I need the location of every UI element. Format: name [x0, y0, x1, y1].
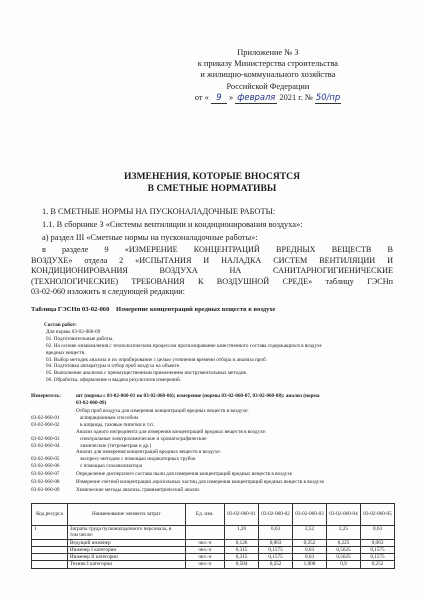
paragraph-line-2: ВОЗДУХЕ» отдела 2 «ИСПЫТАНИЯ И НАЛАДКА СИСТЕМ ВЕНТИЛЯЦИИ И [31, 255, 393, 265]
norm-row [31, 456, 401, 463]
section-paragraph [31, 245, 393, 298]
norm-text: экспресс-методом с помощью индикаторных трубок [80, 456, 196, 463]
norm-code: 03-02-060-05 [31, 456, 60, 463]
cell-name: Техник I категории [67, 561, 185, 568]
cell-value: 0,063 [360, 539, 394, 546]
norm-code: 03-02-060-02 [31, 421, 60, 428]
cell-value: 2,25 [327, 526, 361, 540]
norm-code: 03-02-060-01 [31, 414, 60, 421]
ministry-line: и жилищно-коммунального хозяйства [200, 70, 336, 80]
cell-value: 0,1575 [360, 546, 394, 553]
cell-value: 1,008 [293, 561, 327, 568]
cell-value: 0,63 [293, 546, 327, 553]
composition-line: 06. Обработка, оформление и выдача результатов измерений. [46, 377, 182, 384]
cell-unit: чел.-ч [185, 539, 225, 546]
cell-value: 0,9 [327, 561, 361, 568]
cell-code: 1 [32, 526, 68, 540]
norm-text: Определение дисперсного состава пыли для измерения концентраций вредных веществ в воздухе [76, 471, 293, 478]
date-mid: » [229, 92, 234, 102]
paragraph-line-3: КОНДИЦИОНИРОВАНИЯ ВОЗДУХА НА САНИТАРНОГИГИЕНИЧЕСКИЕ [31, 266, 393, 276]
paragraph-line-5: 03-02-060 изложить в следующей редакции: [31, 287, 185, 297]
norm-text: Измерение счетной концентрации аэрозольных частиц для измерения концентраций вредных веществ в воздухе [76, 479, 325, 486]
appendix-header [195, 47, 341, 104]
order-number: 50/пр [315, 92, 341, 104]
meter-text-line-2: 03-02-060-09) [76, 399, 107, 406]
composition-block [44, 322, 322, 384]
composition-line: 02. На основе ознакомления с технологическим процессом прогнозирование качественного состава содержащихся в воздухе [46, 342, 322, 349]
header-col: 03-02-060-04 [327, 504, 361, 526]
header-col: 03-02-060-05 [360, 504, 394, 526]
norm-row [31, 436, 401, 443]
cell-unit [185, 526, 225, 540]
norm-text: с помощью газоанализатора [80, 463, 143, 470]
norm-row [31, 422, 401, 429]
norm-row [31, 479, 401, 486]
composition-line: 03. Выбор методик анализа и их опробирование с целью уточнения времени отбора и анализа проб. [46, 356, 267, 363]
cell-value: 0,504 [225, 561, 259, 568]
cell-value: 0,126 [225, 539, 259, 546]
country-line: Российской Федерации [226, 81, 310, 91]
cell-value: 0,252 [293, 539, 327, 546]
cell-value: 1,26 [225, 526, 259, 540]
table-row [32, 539, 395, 546]
table-row [32, 546, 395, 553]
norm-code: 03-02-060-06 [31, 463, 60, 470]
cell-name: Инженер I категории [67, 546, 185, 553]
table-row [32, 561, 395, 568]
cell-value: 0,63 [259, 526, 293, 540]
cell-name: Инженер II категории [67, 554, 185, 561]
paragraph-line-4: (ТЕХНОЛОГИЧЕСКИЕ) ТРЕБОВАНИЯ К ВОЗДУШНОЙ СРЕДЕ» таблицу ГЭСНп [31, 276, 393, 286]
norm-row [31, 487, 401, 494]
cell-value: 0,1575 [259, 554, 293, 561]
norm-text: аспирационным способом [80, 414, 138, 421]
cell-value: 0,252 [360, 561, 394, 568]
composition-heading: Состав работ: [44, 322, 77, 328]
resource-table [31, 503, 395, 569]
header-col: 03-02-060-01 [225, 504, 259, 526]
cell-code [32, 539, 68, 546]
cell-unit: чел.-ч [185, 561, 225, 568]
paragraph-line-1: в разделе 9 «ИЗМЕРЕНИЕ КОНЦЕНТРАЦИЙ ВРЕДНЫХ ВЕЩЕСТВ В [42, 245, 393, 254]
cell-value: 2,52 [293, 526, 327, 540]
table-title: Таблица ГЭСНп 03-02-060 Измерение концентраций вредных веществ в воздухе [31, 306, 276, 313]
norm-text: в шприцы, газовые пипетки и т.п. [80, 421, 155, 428]
date-day: 9 [211, 92, 227, 104]
norm-code: 03-02-060-07 [31, 471, 60, 478]
header-col: 03-02-060-03 [293, 504, 327, 526]
norm-code: 03-02-060-04 [31, 442, 60, 449]
composition-line: 01. Подготовительные работы. [46, 335, 114, 342]
cell-value: 0,315 [225, 554, 259, 561]
cell-code [32, 554, 68, 561]
cell-name-line-2: том числе: [69, 532, 94, 539]
cell-value: 0,5625 [327, 546, 361, 553]
section-1-1-heading: 1.1. В сборнике 3 «Системы вентиляции и кондиционирования воздуха»: [42, 220, 303, 229]
cell-code [32, 546, 68, 553]
composition-line: 05. Выполнение анализов с преимущественным применением инструментальных методов. [46, 370, 248, 377]
cell-code [32, 561, 68, 568]
header-unit: Ед. изм. [185, 504, 225, 526]
order-line: к приказу Министерства строительства [197, 59, 339, 69]
norm-text: Химические методы анализа, гравиметрический анализ [76, 486, 200, 493]
meter-text-line-1: шт (нормы с 03-02-060-01 по 03-02-060-06); измерение (нормы 03-02-060-07, 03-02-060-08); анализ (норма [76, 393, 320, 399]
order-date-line [195, 92, 341, 104]
cell-name: Ведущий инженер [67, 539, 185, 546]
norm-code: 03-02-060-09 [31, 486, 60, 493]
composition-line: вредных веществ. [46, 349, 86, 356]
norm-row [31, 415, 401, 422]
composition-line: Для нормы 03-02-060-09 [46, 328, 101, 335]
cell-value: 0,1575 [259, 546, 293, 553]
cell-value: 0,5625 [327, 554, 361, 561]
section-1-heading: 1. В СМЕТНЫЕ НОРМЫ НА ПУСКОНАЛАДОЧНЫЕ РАБОТЫ: [42, 207, 276, 216]
title-line-1: ИЗМЕНЕНИЯ, КОТОРЫЕ ВНОСЯТСЯ [123, 171, 301, 182]
header-col: 03-02-060-02 [259, 504, 293, 526]
date-prefix: от « [194, 92, 209, 102]
cell-value: 0,063 [259, 539, 293, 546]
norms-list [31, 408, 401, 494]
section-a-heading: а) раздел III «Сметные нормы на пусконаладочные работы»: [42, 233, 258, 242]
appendix-number: Приложение № 3 [237, 48, 299, 57]
table-header-row [32, 504, 395, 526]
table-row [32, 526, 395, 540]
meter-label: Измеритель: [31, 393, 61, 399]
title-line-2: В СМЕТНЫЕ НОРМАТИВЫ [147, 183, 277, 194]
norm-code: 03-02-060-03 [31, 435, 60, 442]
cell-name-line-1: Затраты труда пусконаладочного персонала, в [69, 526, 172, 532]
norm-text: химические (титрометрия и др.) [80, 442, 152, 449]
composition-line: 04. Подготовка аппаратуры и отбор проб воздуха на объекте. [46, 363, 181, 370]
date-year: 2021 г. № [279, 92, 313, 102]
cell-value: 0,252 [259, 561, 293, 568]
cell-unit: чел.-ч [185, 546, 225, 553]
norm-row [31, 471, 401, 478]
cell-name [67, 526, 185, 540]
header-code: Код ресурса [32, 504, 68, 526]
cell-value: 0,63 [293, 554, 327, 561]
header-name: Наименование элемента затрат [67, 504, 185, 526]
norm-group-heading: Отбор проб воздуха для измерения концентраций вредных веществ в воздухе: [76, 408, 249, 414]
norm-group-heading: Анализ одного ингредиента для измерения концентраций вредных веществ в воздухе: [76, 428, 267, 435]
cell-unit: чел.-ч [185, 554, 225, 561]
norm-text: спектральные электрохимические и хроматографические [80, 435, 207, 442]
norm-code: 03-02-060-08 [31, 479, 60, 486]
cell-value: 0,1575 [360, 554, 394, 561]
document-title [0, 171, 424, 195]
table-row [32, 554, 395, 561]
meter-text [76, 393, 320, 407]
norm-row [31, 463, 401, 470]
cell-value: 0,225 [327, 539, 361, 546]
cell-value: 0,63 [360, 526, 394, 540]
date-month: февраля [235, 92, 277, 104]
norm-group-heading: Анализ для измерения концентраций вредных веществ в воздухе: [76, 449, 221, 456]
cell-value: 0,315 [225, 546, 259, 553]
